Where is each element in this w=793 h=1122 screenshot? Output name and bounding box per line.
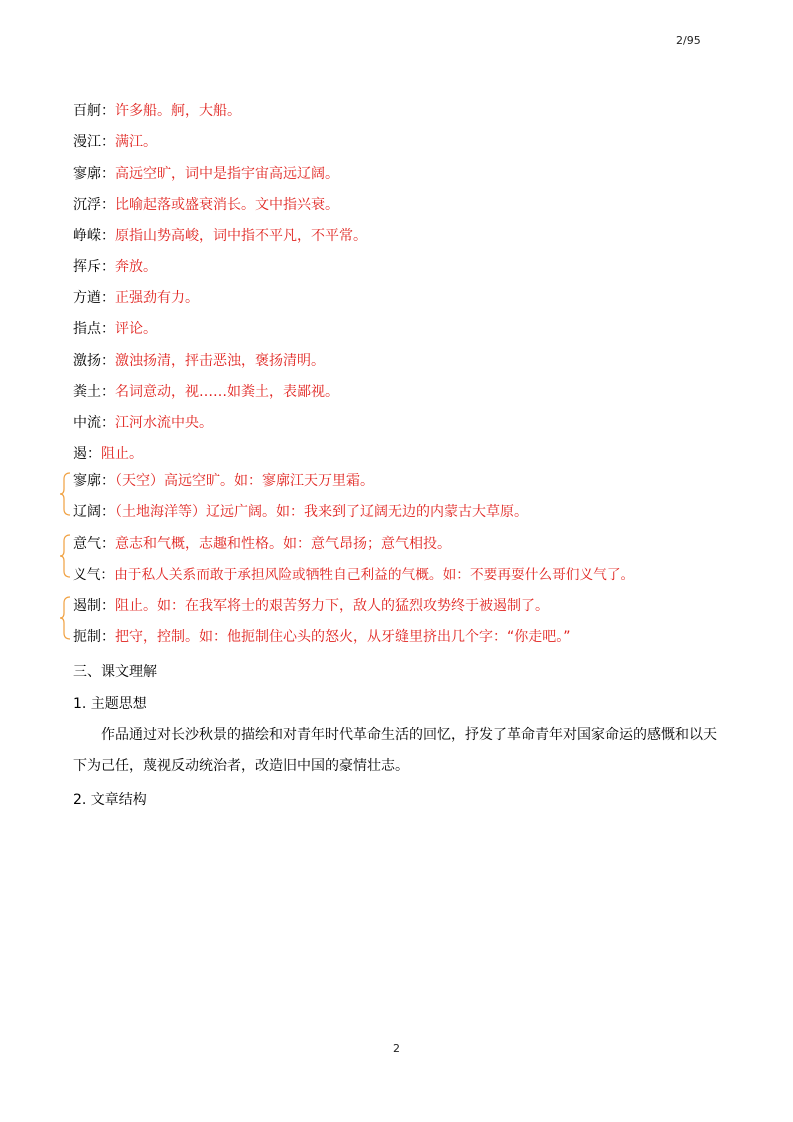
vocab-definition: 奔放。: [115, 259, 157, 275]
vocab-term: 指点：: [73, 321, 115, 337]
theme-paragraph: 作品通过对长沙秋景的描绘和对青年时代革命生活的回忆，抒发了革命青年对国家命运的感慨和以天下为己任，蔑视反动统治者，改造旧中国的豪情壮志。: [73, 727, 717, 774]
vocab-term: 漫江：: [73, 134, 115, 150]
vocab-definition: 名词意动，视……如粪土，表鄙视。: [115, 384, 339, 400]
vocab-definition: 高远空旷，词中是指宇宙高远辽阔。: [115, 166, 339, 182]
vocab-term: 中流：: [73, 415, 115, 431]
vocab-line: [73, 319, 157, 339]
vocab-line: [73, 226, 367, 246]
compare-line: [73, 471, 374, 491]
vocab-term: 挥斥：: [73, 259, 115, 275]
vocab-definition: 激浊扬清，抨击恶浊，褒扬清明。: [115, 353, 325, 369]
vocab-term: 方遒：: [73, 290, 115, 306]
brace-icon: [58, 471, 72, 517]
compare-term: 意气：: [73, 536, 115, 552]
compare-line: [73, 502, 528, 522]
vocab-line: [73, 351, 325, 371]
vocab-line: [73, 101, 241, 121]
subsection-heading: 2. 文章结构: [73, 792, 147, 808]
vocab-definition: 满江。: [115, 134, 157, 150]
section-heading: 三、课文理解: [73, 664, 157, 680]
vocab-line: [73, 164, 339, 184]
vocab-definition: 阻止。: [101, 446, 143, 462]
vocab-definition: 评论。: [115, 321, 157, 337]
compare-term: 扼制：: [73, 629, 115, 645]
vocab-term: 寥廓：: [73, 166, 115, 182]
compare-term: 辽阔：: [73, 504, 115, 520]
subsection-heading: 1. 主题思想: [73, 696, 147, 712]
vocab-term: 峥嵘：: [73, 228, 115, 244]
compare-term: 遏制：: [73, 598, 115, 614]
compare-line: [73, 565, 634, 585]
vocab-line: [73, 257, 157, 277]
vocab-definition: 许多船。舸，大船。: [115, 103, 241, 119]
vocab-term: 遏：: [73, 446, 101, 462]
vocab-definition: 原指山势高峻，词中指不平凡，不平常。: [115, 228, 367, 244]
vocab-line: [73, 288, 199, 308]
page-counter: 2/95: [676, 34, 701, 47]
vocab-term: 激扬：: [73, 353, 115, 369]
brace-icon: [58, 533, 72, 579]
compare-definition: 把守，控制。如：他扼制住心头的怒火，从牙缝里挤出几个字：“你走吧。”: [115, 629, 571, 645]
vocab-term: 粪土：: [73, 384, 115, 400]
vocab-line: [73, 195, 339, 215]
compare-line: [73, 596, 549, 616]
vocab-term: 百舸：: [73, 103, 115, 119]
vocab-line: [73, 132, 157, 152]
vocab-line: [73, 413, 213, 433]
vocab-definition: 正强劲有力。: [115, 290, 199, 306]
brace-icon: [58, 595, 72, 641]
compare-definition: 由于私人关系而敢于承担风险或牺牲自己利益的气概。如：不要再耍什么哥们义气了。: [114, 567, 635, 583]
vocab-definition: 江河水流中央。: [115, 415, 213, 431]
page-number: 2: [393, 1042, 400, 1055]
compare-term: 寥廓：: [73, 473, 115, 489]
compare-definition: 意志和气概，志趣和性格。如：意气昂扬；意气相投。: [115, 536, 451, 552]
compare-term: 义气：: [73, 567, 115, 583]
vocab-definition: 比喻起落或盛衰消长。文中指兴衰。: [115, 197, 339, 213]
compare-definition: 阻止。如：在我军将士的艰苦努力下，敌人的猛烈攻势终于被遏制了。: [115, 598, 549, 614]
vocab-line: [73, 444, 143, 464]
compare-line: [73, 534, 451, 554]
compare-definition: （土地海洋等）辽远广阔。如：我来到了辽阔无边的内蒙古大草原。: [115, 504, 528, 520]
vocab-term: 沉浮：: [73, 197, 115, 213]
compare-definition: （天空）高远空旷。如：寥廓江天万里霜。: [115, 473, 374, 489]
compare-line: [73, 627, 571, 647]
vocab-line: [73, 382, 339, 402]
